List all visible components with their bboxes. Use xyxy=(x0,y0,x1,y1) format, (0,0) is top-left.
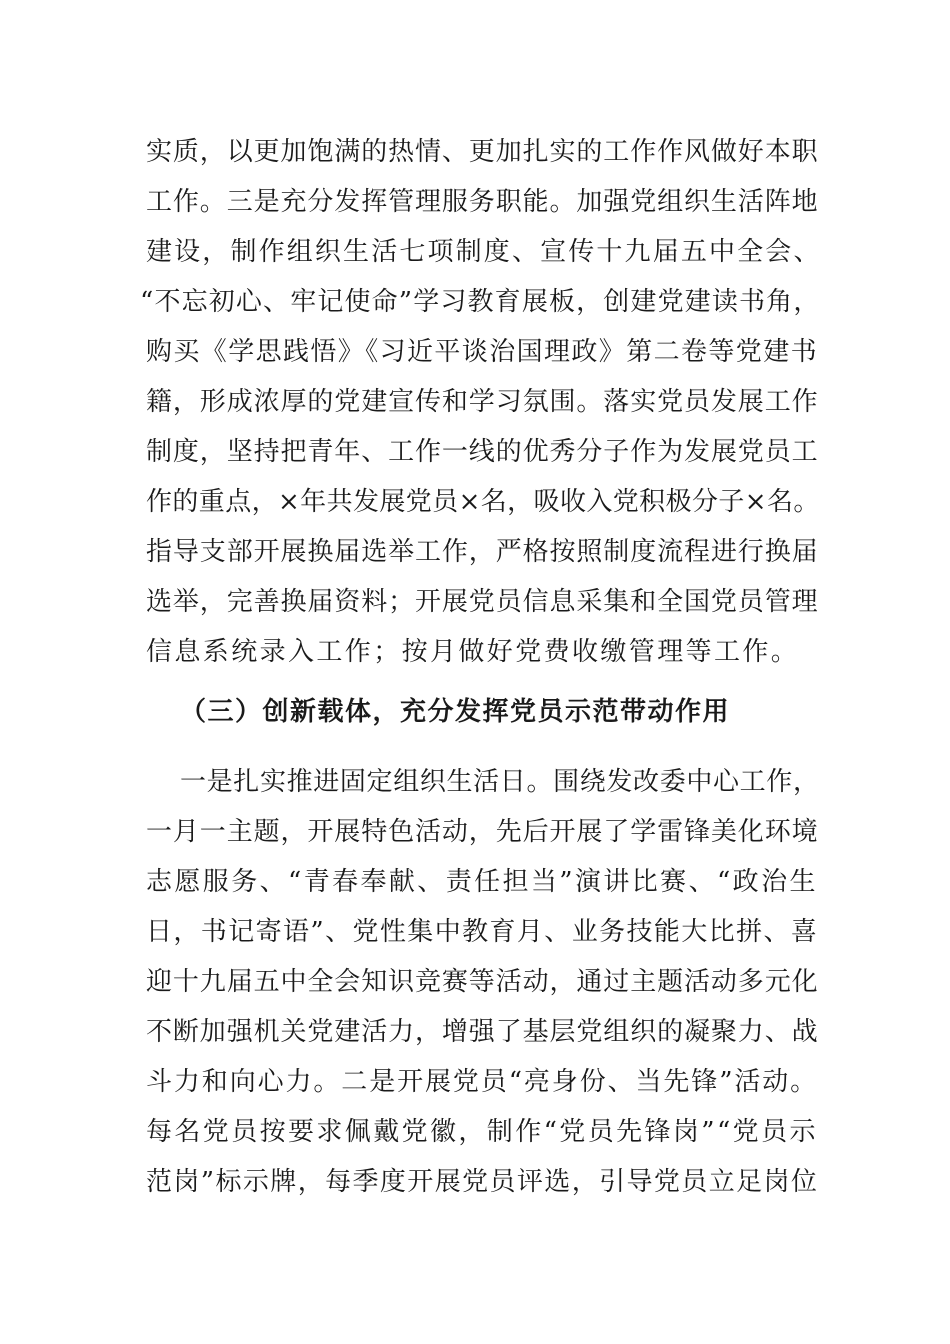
text-line: 作的重点，×年共发展党员×名，吸收入党积极分子×名。 xyxy=(146,487,820,517)
text-line: 每名党员按要求佩戴党徽，制作“党员先锋岗”“党员示 xyxy=(146,1117,818,1147)
section-heading: （三）创新载体，充分发挥党员示范带动作用 xyxy=(180,697,731,727)
text-line: 购买《学思践悟》《习近平谈治国理政》第二卷等党建书 xyxy=(146,337,819,367)
text-line: 建设，制作组织生活七项制度、宣传十九届五中全会、 xyxy=(146,237,822,267)
text-line: 迎十九届五中全会知识竞赛等活动，通过主题活动多元化 xyxy=(146,967,819,997)
text-line: 制度，坚持把青年、工作一线的优秀分子作为发展党员工 xyxy=(146,437,819,467)
text-line: 一月一主题，开展特色活动，先后开展了学雷锋美化环境 xyxy=(146,817,819,847)
text-line: 范岗”标示牌，每季度开展党员评选，引导党员立足岗位 xyxy=(146,1167,819,1197)
text-line: 斗力和向心力。二是开展党员“亮身份、当先锋”活动。 xyxy=(146,1067,819,1097)
text-line: 籍，形成浓厚的党建宣传和学习氛围。落实党员发展工作 xyxy=(146,387,819,417)
text-line: 一是扎实推进固定组织生活日。围绕发改委中心工作， xyxy=(180,767,820,797)
text-line: “不忘初心、牢记使命”学习教育展板，创建党建读书角， xyxy=(140,287,821,317)
text-line: 工作。三是充分发挥管理服务职能。加强党组织生活阵地 xyxy=(146,187,819,217)
text-line: 选举，完善换届资料；开展党员信息采集和全国党员管理 xyxy=(146,587,819,617)
text-line: 信息系统录入工作；按月做好党费收缴管理等工作。 xyxy=(146,637,800,667)
text-line: 不断加强机关党建活力，增强了基层党组织的凝聚力、战 xyxy=(146,1017,819,1047)
text-line: 指导支部开展换届选举工作，严格按照制度流程进行换届 xyxy=(146,537,819,567)
text-line: 实质，以更加饱满的热情、更加扎实的工作作风做好本职 xyxy=(146,137,819,167)
text-line: 志愿服务、“青春奉献、责任担当”演讲比赛、“政治生 xyxy=(146,867,818,897)
text-line: 日，书记寄语”、党性集中教育月、业务技能大比拼、喜 xyxy=(146,917,819,947)
